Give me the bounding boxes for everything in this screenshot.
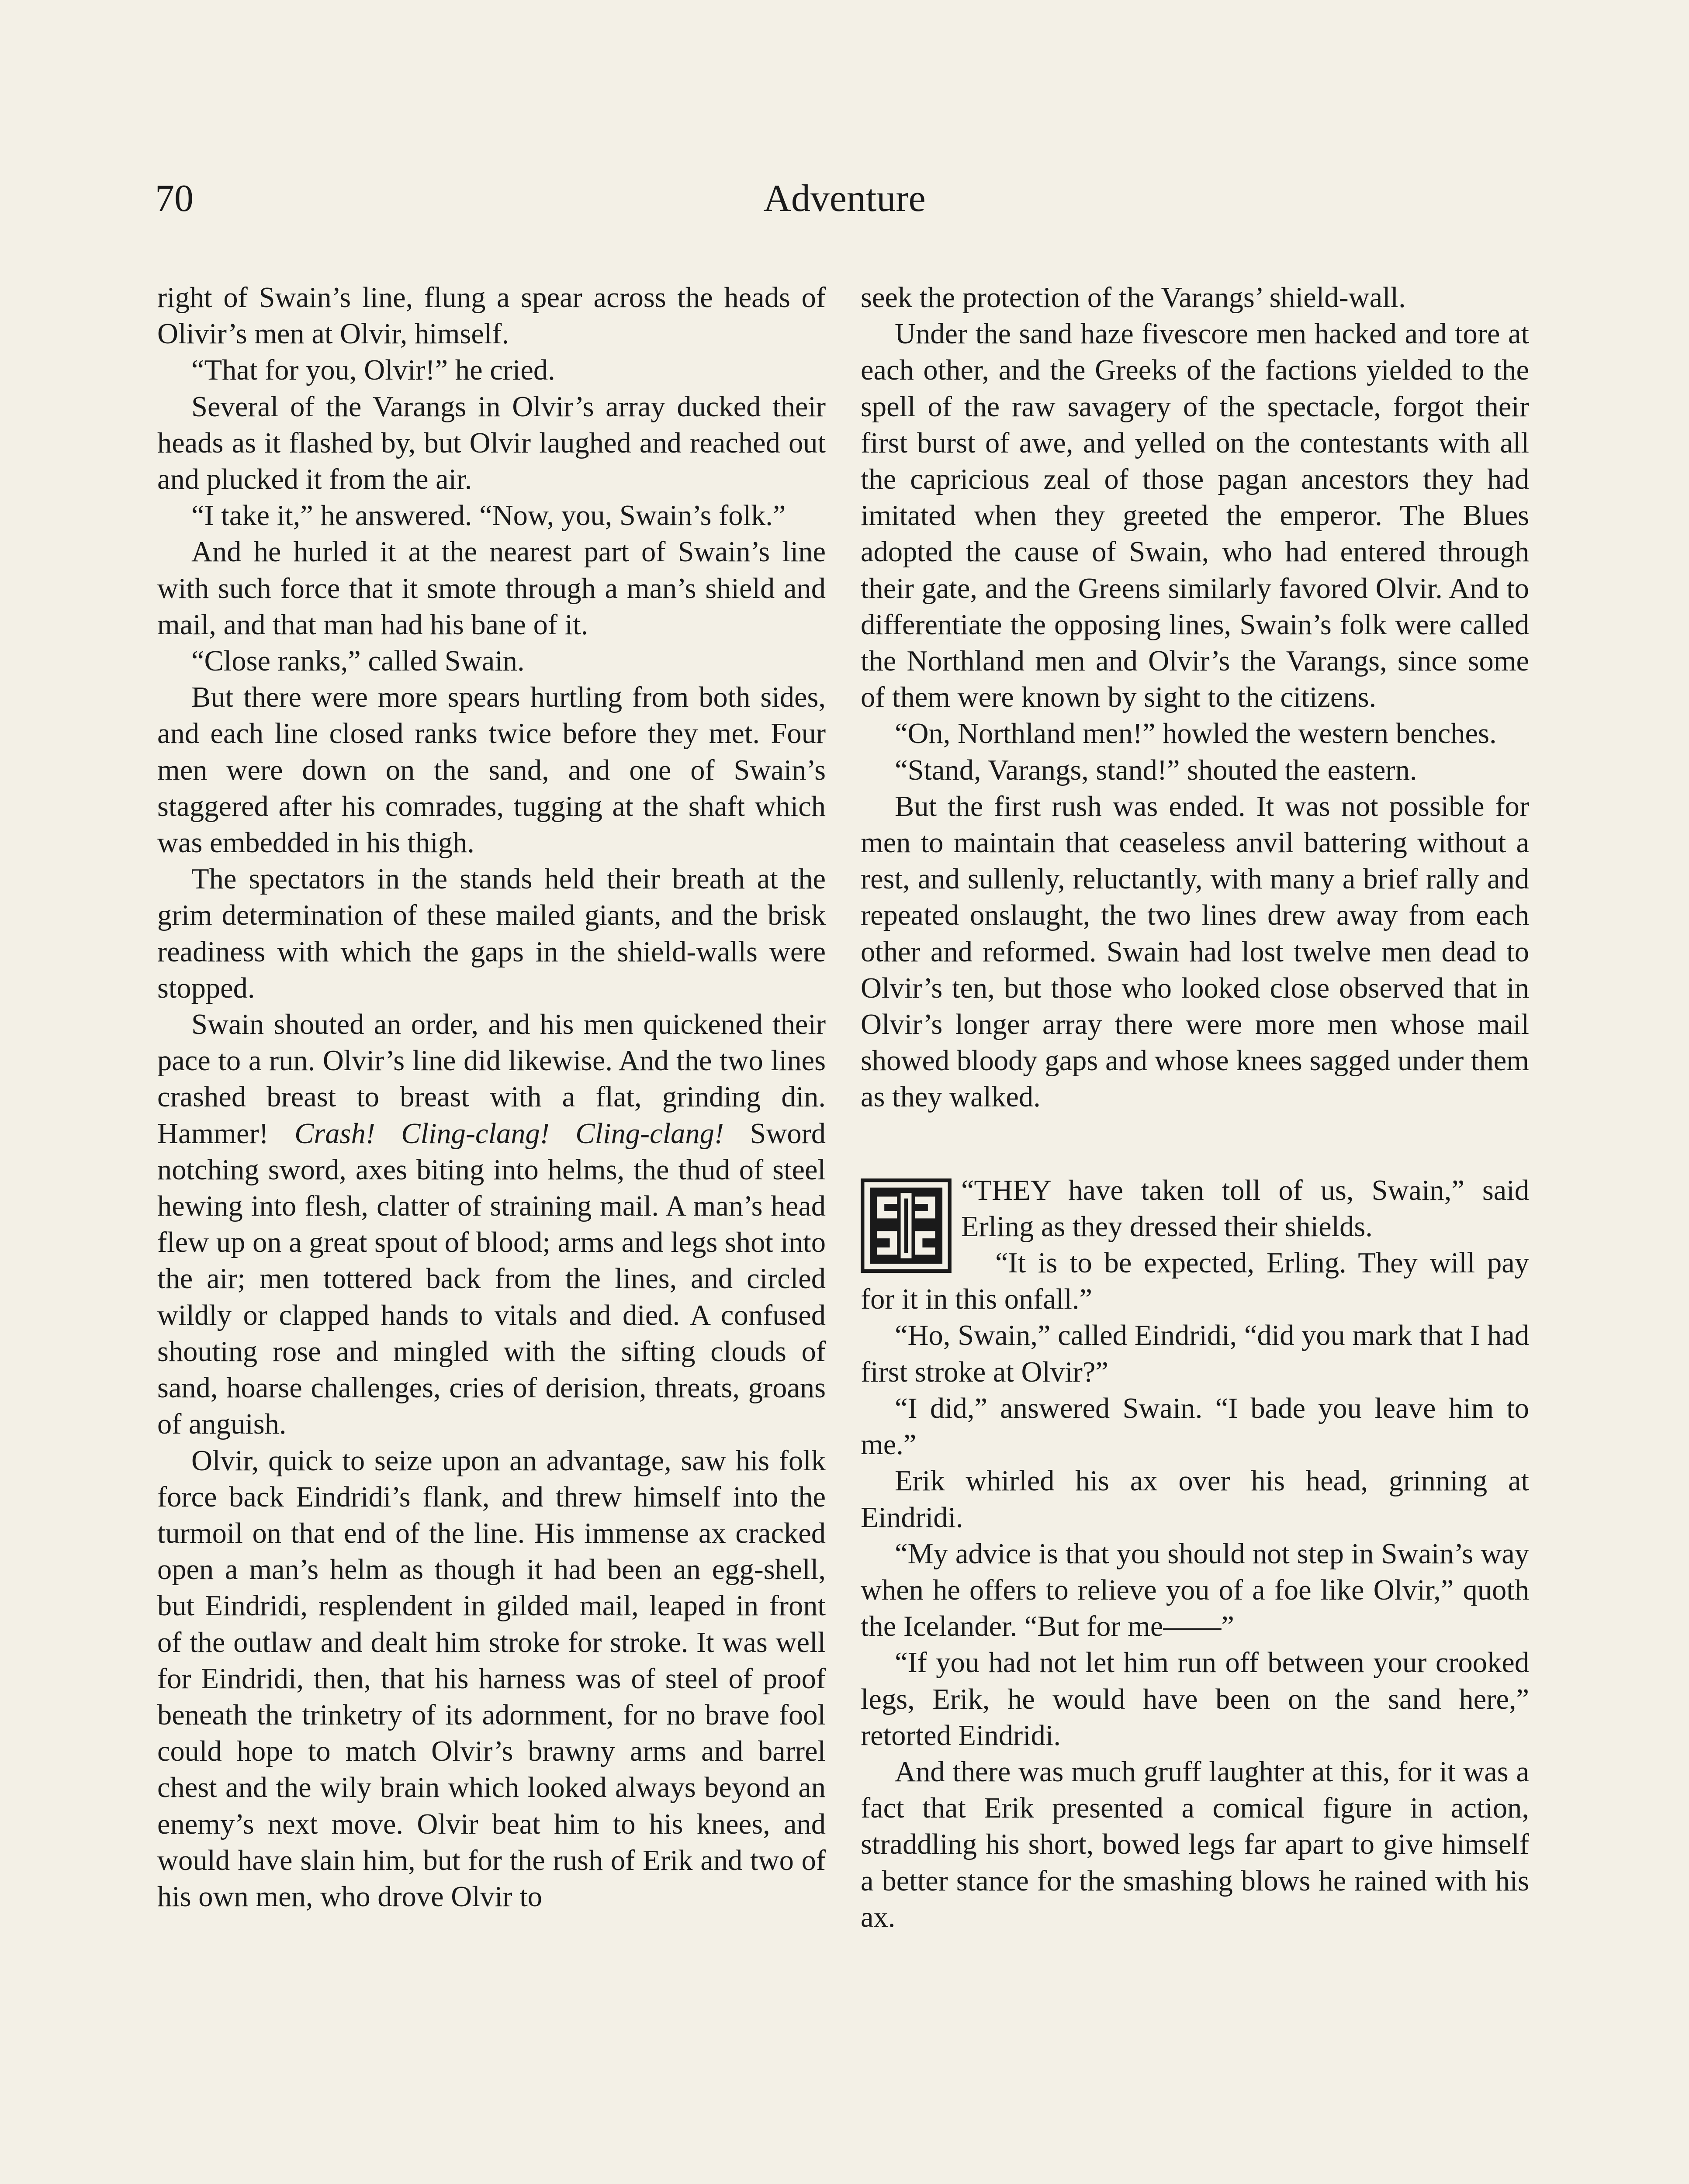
paragraph: Erik whirled his ax over his head, grinning at Eindridi. (861, 1465, 1529, 1534)
paragraph: seek the protection of the Varangs’ shield-wall. (861, 282, 1406, 314)
paragraph: The spectators in the stands held their breath at the grim determination of these mailed giants, and the brisk readiness with which the gaps in the shield-walls were stopped. (157, 863, 826, 1004)
running-title: Adventure (763, 177, 926, 220)
paragraph: “That for you, Olvir!” he cried. (191, 354, 555, 387)
paragraph: “THEY have taken toll of us, Swain,” said Erling as they dressed their shields. (961, 1174, 1529, 1243)
paragraph: And he hurled it at the nearest part of Swain’s line with such force that it smote through a man’s shield and mail, and that man had his bane of it. (157, 536, 826, 641)
paragraph: But the first rush was ended. It was not possible for men to maintain that ceaseless anvil battering without a rest, and sullenly, reluctantly, with many a brief rally and repeated onslaught, the two lines drew away from each other and reformed. Swain had lost twelve men dead to Olvir’s ten, but those who looked close observed that in Olvir’s longer array there were more men whose mail showed bloody gaps and whose knees sagged under them as they walked. (861, 790, 1529, 1113)
paragraph: “I take it,” he answered. “Now, you, Swain’s folk.” (191, 500, 786, 532)
paragraph: Several of the Varangs in Olvir’s array ducked their heads as it flashed by, but Olvir laughed and reached out and plucked it from the air. (157, 390, 826, 496)
paragraph: Olvir, quick to seize upon an advantage, saw his folk force back Eindridi’s flank, and threw himself into the turmoil on that end of the line. His immense ax cracked open a man’s helm as though it had been an egg-shell, but Eindridi, resplendent in gilded mail, leaped in front of the outlaw and dealt him stroke for stroke. It was well for Eindridi, then, that his harness was of steel of proof beneath the trinketry of its adornment, for no brave fool could hope to match Olvir’s brawny arms and barrel chest and the wily brain which looked always beyond an enemy’s next move. Olvir beat him to his knees, and would have slain him, but for the rush of Erik and two of his own men, who drove Olvir to (157, 1444, 826, 1913)
paragraph: “My advice is that you should not step in Swain’s way when he offers to relieve you of a foe like Olvir,” quoth the Icelander. “But for me——” (861, 1538, 1529, 1643)
paragraph: And there was much gruff laughter at this, for it was a fact that Erik presented a comical figure in action, straddling his short, bowed legs far apart to give himself a better stance for the smashing blows he rained with his ax. (861, 1755, 1529, 1933)
right-column-section-two (861, 1172, 1529, 1935)
page-number: 70 (155, 177, 194, 220)
right-column (861, 280, 1529, 1935)
ornament-initial-icon (861, 1178, 952, 1273)
paragraph: right of Swain’s line, flung a spear across the heads of Olivir’s men at Olvir, himself. (157, 282, 826, 350)
section-break (861, 1116, 1529, 1172)
right-column-top (861, 280, 1529, 1116)
paragraph: “If you had not let him run off between your crooked legs, Erik, he would have been on the sand here,” retorted Eindridi. (861, 1647, 1529, 1752)
paragraph: “On, Northland men!” howled the western benches. (895, 718, 1497, 750)
paragraph: “Ho, Swain,” called Eindridi, “did you mark that I had first stroke at Olvir?” (861, 1320, 1529, 1388)
paragraph: “It is to be expected, Erling. They will pay for it in this onfall.” (861, 1247, 1529, 1316)
paragraph: “I did,” answered Swain. “I bade you leave him to me.” (861, 1392, 1529, 1461)
paragraph: “Close ranks,” called Swain. (191, 645, 525, 677)
paragraph: Swain shouted an order, and his men quickened their pace to a run. Olvir’s line did likewise. And the two lines crashed breast to breast with a flat, grinding din. Hammer! Crash! Cling-clang! Cling-clang! Sword notching sword, axes biting into helms, the thud of steel hewing into flesh, clatter of straining mail. A man’s head flew up on a great spout of blood; arms and legs shot into the air; men tottered back from the lines, and circled wildly or clapped hands to vitals and died. A confused shouting rose and mingled with the sifting clouds of sand, hoarse challenges, cries of derision, threats, groans of anguish. (157, 1009, 826, 1441)
paragraph: But there were more spears hurtling from both sides, and each line closed ranks twice before they met. Four men were down on the sand, and one of Swain’s staggered after his comrades, tugging at the shaft which was embedded in his thigh. (157, 681, 826, 859)
paragraph: “Stand, Varangs, stand!” shouted the eastern. (895, 754, 1417, 786)
paragraph: Under the sand haze fivescore men hacked and tore at each other, and the Greeks of the factions yielded to the spell of the raw savagery of the spectacle, forgot their first burst of awe, and yelled on the contestants with all the capricious zeal of those pagan ancestors they had imitated when they greeted the emperor. The Blues adopted the cause of Swain, who had entered through their gate, and the Greens similarly favored Olvir. And to differentiate the opposing lines, Swain’s folk were called the Northland men and Olvir’s the Varangs, since some of them were known by sight to the citizens. (861, 318, 1529, 714)
left-column (157, 280, 826, 1915)
